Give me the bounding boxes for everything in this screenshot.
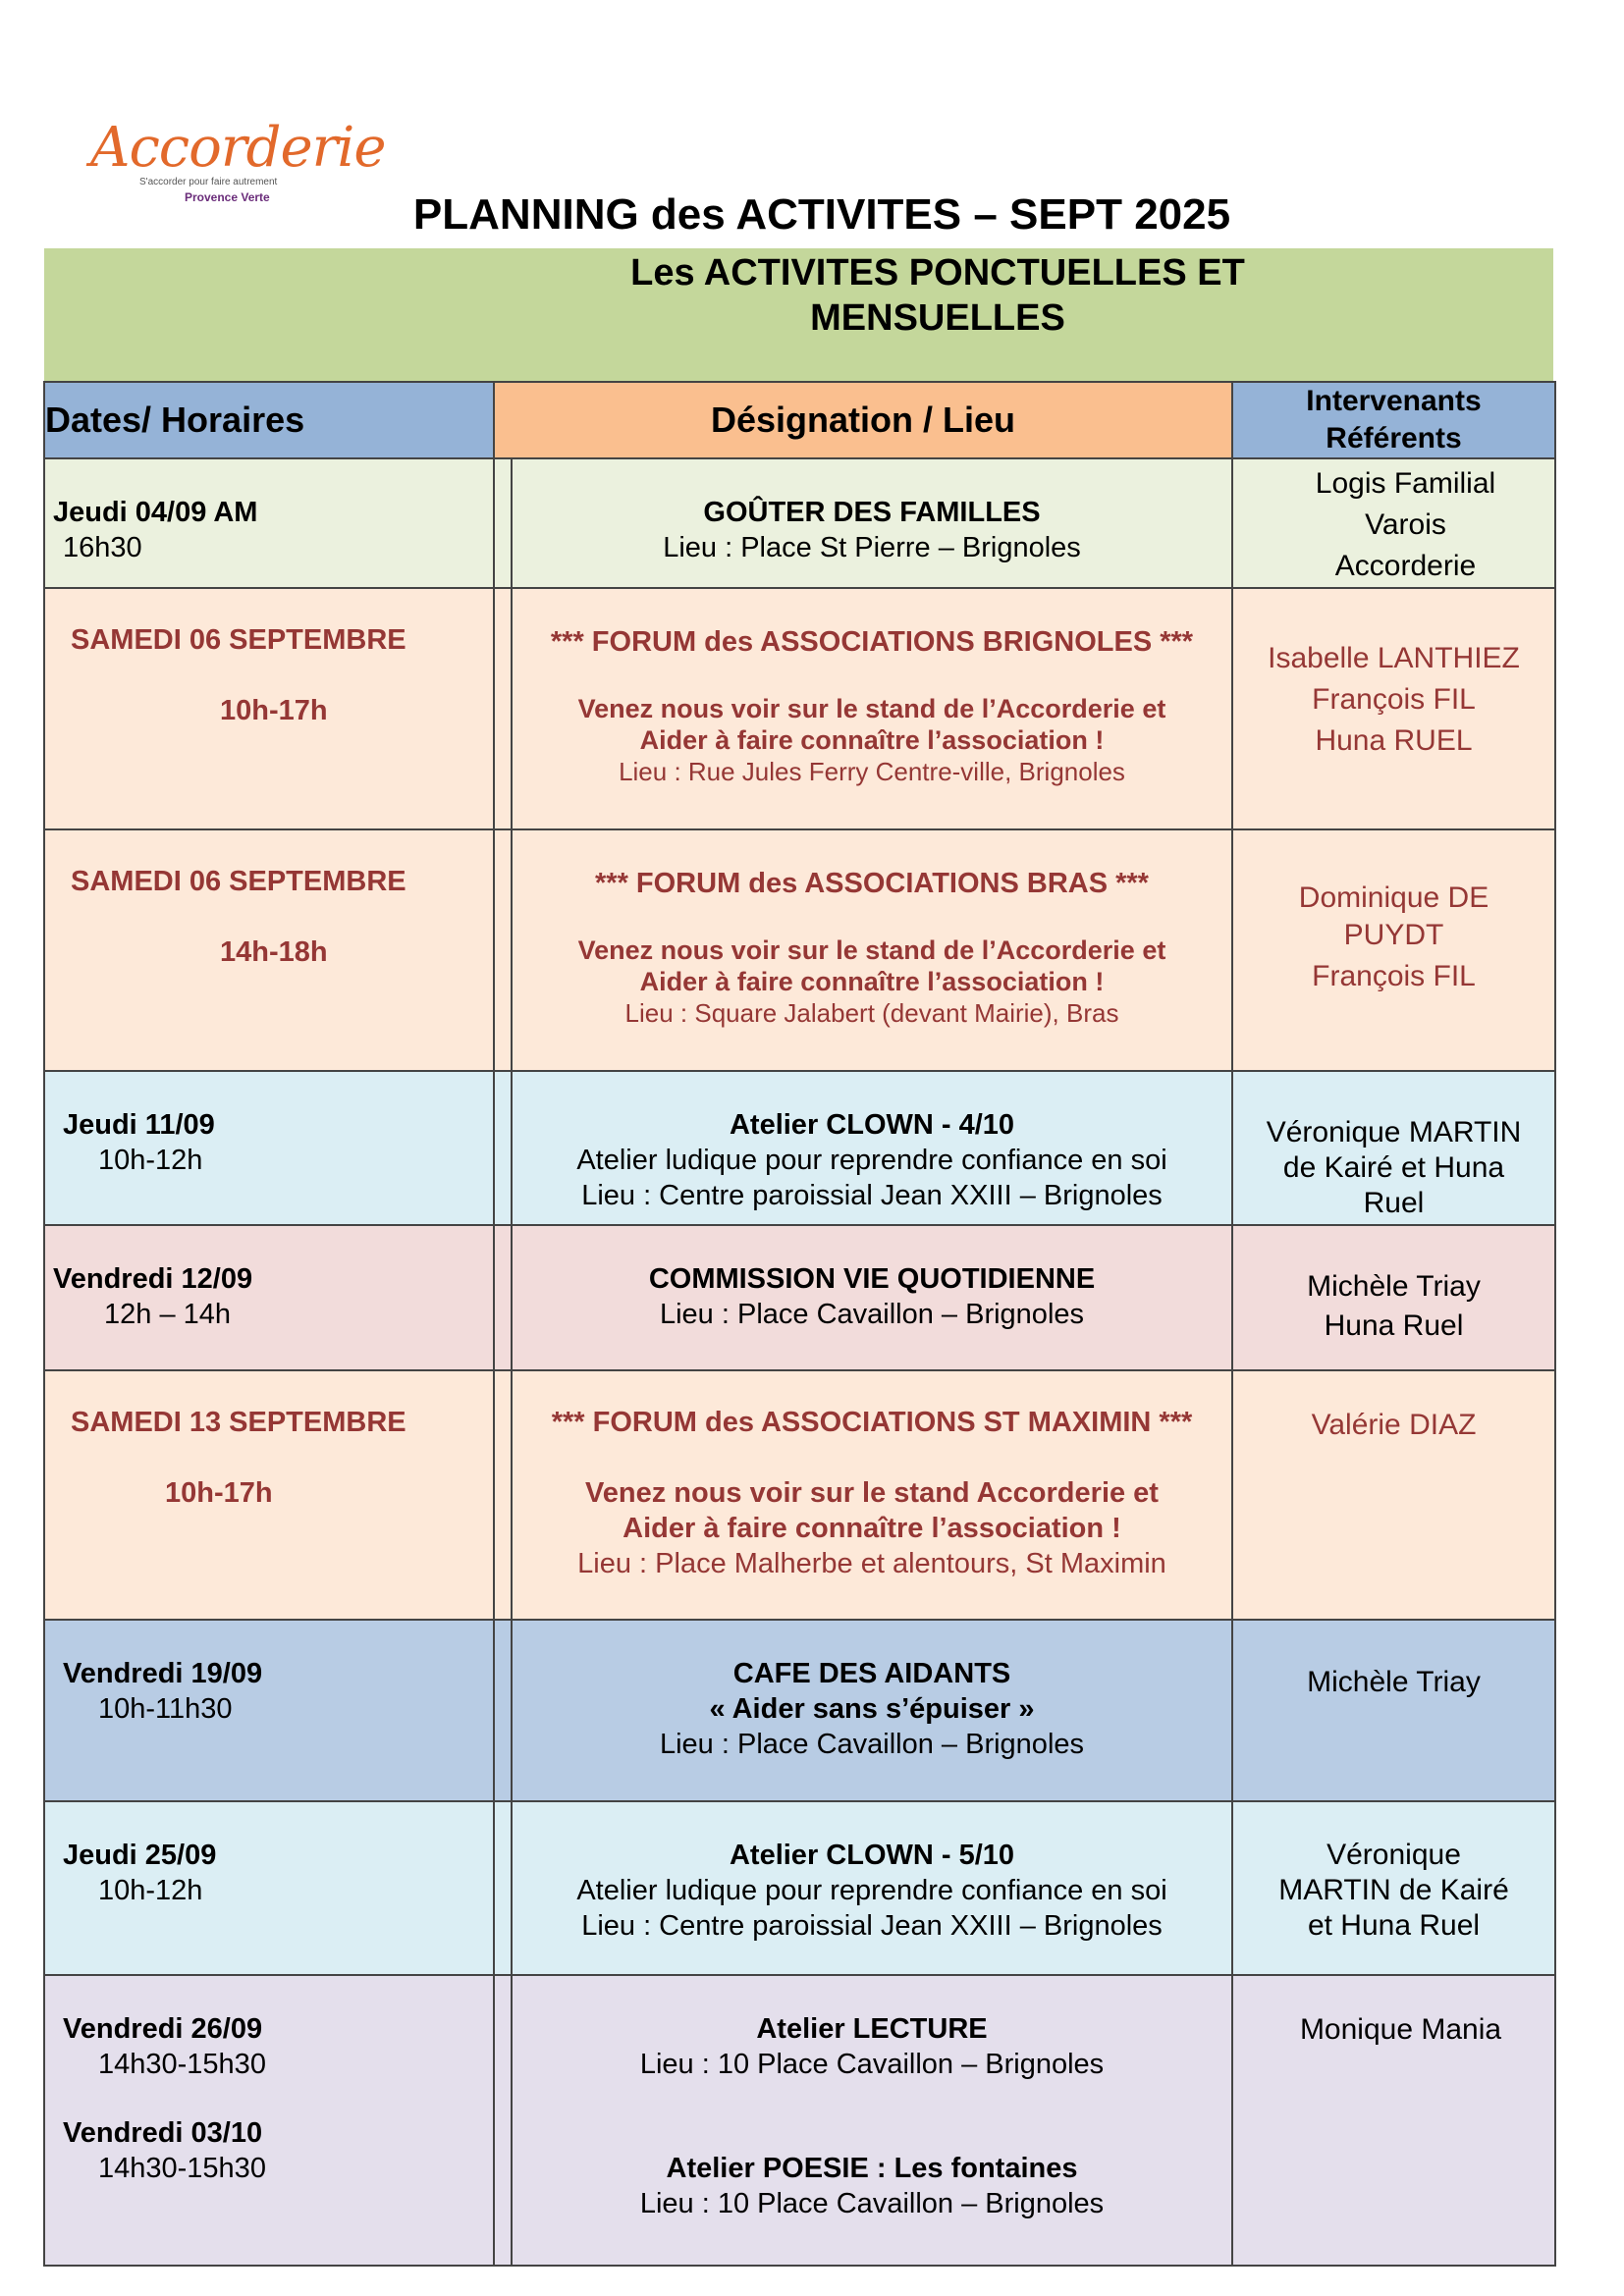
row-date-cell [44, 458, 494, 588]
table-row [44, 829, 1555, 1071]
planning-table [43, 381, 1556, 2267]
row-gap [494, 1975, 512, 2266]
row-intervenants-cell [1232, 588, 1555, 829]
row-desc: Venez nous voir sur le stand Accorderie et [585, 1477, 1159, 1509]
row-designation-cell [512, 1071, 1232, 1225]
row-intervenant: Ruel [1363, 1187, 1425, 1219]
table-row [44, 1801, 1555, 1975]
row-date-cell [44, 1225, 494, 1370]
row-title: COMMISSION VIE QUOTIDIENNE [648, 1263, 1096, 1295]
row-date-cell [44, 829, 494, 1071]
row-designation-cell [512, 1225, 1232, 1370]
row-title: CAFE DES AIDANTS [732, 1658, 1011, 1689]
header-intervenants-line-1: Intervenants [1306, 385, 1482, 417]
row-intervenants-cell [1232, 1370, 1555, 1620]
table-header-row [44, 382, 1555, 458]
row-intervenant: Valérie DIAZ [1311, 1409, 1477, 1441]
row-lieu: Lieu : Centre paroissial Jean XXIII – Brignoles [581, 1180, 1163, 1211]
row-title: *** FORUM des ASSOCIATIONS BRIGNOLES *** [550, 626, 1194, 658]
row-time: 16h30 [63, 532, 142, 563]
row-intervenant: Véronique [1326, 1839, 1461, 1871]
row-date-cell [44, 1620, 494, 1801]
row-gap [494, 1620, 512, 1801]
row-date: Jeudi 04/09 AM [53, 497, 258, 528]
row-desc: Venez nous voir sur le stand de l’Accorderie et [577, 935, 1166, 965]
row-intervenants-cell [1232, 1975, 1555, 2266]
row-desc: Aider à faire connaître l’association ! [639, 967, 1105, 996]
row-time: 12h – 14h [104, 1299, 232, 1330]
row-intervenant: Huna Ruel [1324, 1309, 1464, 1342]
row-time: 14h-18h [220, 936, 328, 968]
row-date: SAMEDI 13 SEPTEMBRE [71, 1407, 406, 1438]
row-time: 10h-12h [98, 1875, 203, 1906]
header-intervenants [1232, 382, 1555, 458]
table-row [44, 1370, 1555, 1620]
row-desc: Aider à faire connaître l’association ! [639, 725, 1105, 755]
table-row [44, 1975, 1555, 2266]
table-row [44, 458, 1555, 588]
row-gap [494, 458, 512, 588]
page-title: PLANNING des ACTIVITES – SEPT 2025 [412, 190, 1231, 239]
row-intervenant: PUYDT [1343, 919, 1444, 951]
header-intervenants-line-2: Référents [1326, 422, 1462, 454]
row-desc: Aider à faire connaître l’association ! [623, 1513, 1121, 1544]
row-time: 10h-12h [98, 1145, 203, 1176]
row-intervenant: Isabelle LANTHIEZ [1268, 642, 1520, 674]
logo-wordmark: Accorderie [90, 116, 386, 180]
logo-tagline: S'accorder pour faire autrement [139, 177, 278, 187]
row-date-cell [44, 1975, 494, 2266]
row-gap [494, 1370, 512, 1620]
banner-line-2: MENSUELLES [810, 297, 1065, 339]
row-intervenant: MARTIN de Kairé [1278, 1874, 1509, 1906]
row-gap [494, 588, 512, 829]
banner-line-1: Les ACTIVITES PONCTUELLES ET [630, 252, 1245, 294]
row-date: SAMEDI 06 SEPTEMBRE [71, 624, 406, 656]
row-title: Atelier CLOWN - 5/10 [729, 1840, 1015, 1871]
row-desc: Venez nous voir sur le stand de l’Accorderie et [577, 694, 1166, 723]
row-title: Atelier CLOWN - 4/10 [729, 1109, 1015, 1141]
row-intervenant: Accorderie [1334, 550, 1477, 582]
row-desc: Atelier ludique pour reprendre confiance en soi [576, 1145, 1167, 1176]
row-time: 10h-17h [220, 695, 328, 726]
table-row [44, 588, 1555, 829]
row-intervenant: Michèle Triay [1307, 1666, 1481, 1698]
logo-region: Provence Verte [185, 190, 270, 204]
row-lieu: Lieu : Place St Pierre – Brignoles [663, 532, 1081, 563]
row-intervenants-cell [1232, 458, 1555, 588]
row-designation-cell [512, 1801, 1232, 1975]
row-lieu: Lieu : Place Malherbe et alentours, St Maximin [577, 1548, 1166, 1579]
table-row [44, 1225, 1555, 1370]
row-intervenants-cell [1232, 1620, 1555, 1801]
row-lieu: Lieu : 10 Place Cavaillon – Brignoles [639, 2188, 1105, 2219]
section-banner [44, 248, 1553, 381]
row-lieu: Lieu : Centre paroissial Jean XXIII – Brignoles [581, 1910, 1163, 1942]
row-intervenant: Varois [1365, 508, 1446, 541]
row-designation-cell [512, 1620, 1232, 1801]
row-intervenants-cell [1232, 1071, 1555, 1225]
table-row [44, 1620, 1555, 1801]
row-intervenant: Michèle Triay [1307, 1270, 1481, 1303]
row-lieu: Lieu : Square Jalabert (devant Mairie), Bras [624, 998, 1119, 1028]
row-title: Atelier POESIE : Les fontaines [666, 2153, 1078, 2184]
row-time: 14h30-15h30 [98, 2049, 266, 2080]
row-intervenant: Véronique MARTIN [1266, 1116, 1522, 1148]
row-date-cell [44, 1370, 494, 1620]
row-date: Vendredi 26/09 [63, 2013, 263, 2045]
row-title: *** FORUM des ASSOCIATIONS ST MAXIMIN *** [551, 1407, 1193, 1438]
row-intervenant: François FIL [1312, 960, 1476, 992]
row-intervenant: François FIL [1312, 683, 1476, 716]
row-intervenant: et Huna Ruel [1307, 1909, 1481, 1942]
row-desc: Atelier ludique pour reprendre confiance en soi [576, 1875, 1167, 1906]
row-time: 10h-11h30 [98, 1693, 233, 1725]
row-date-cell [44, 1801, 494, 1975]
row-designation-cell [512, 829, 1232, 1071]
row-intervenants-cell [1232, 1225, 1555, 1370]
row-gap [494, 1801, 512, 1975]
row-lieu: Lieu : Place Cavaillon – Brignoles [659, 1299, 1085, 1330]
row-lieu: Lieu : 10 Place Cavaillon – Brignoles [639, 2049, 1105, 2080]
row-intervenant: Logis Familial [1315, 467, 1496, 500]
row-gap [494, 1225, 512, 1370]
row-lieu: Lieu : Place Cavaillon – Brignoles [659, 1729, 1085, 1760]
row-lieu: Lieu : Rue Jules Ferry Centre-ville, Brignoles [619, 757, 1125, 786]
row-date: SAMEDI 06 SEPTEMBRE [71, 866, 406, 897]
row-date: Jeudi 11/09 [63, 1109, 215, 1141]
row-date: Jeudi 25/09 [63, 1840, 217, 1871]
table-row [44, 1071, 1555, 1225]
row-date: Vendredi 12/09 [53, 1263, 253, 1295]
header-designation: Désignation / Lieu [494, 382, 1232, 458]
row-gap [494, 829, 512, 1071]
row-intervenants-cell [1232, 1801, 1555, 1975]
row-date-cell [44, 588, 494, 829]
row-time: 14h30-15h30 [98, 2153, 266, 2184]
row-gap [494, 1071, 512, 1225]
row-intervenants-cell [1232, 829, 1555, 1071]
row-designation-cell [512, 458, 1232, 588]
row-intervenant: Monique Mania [1299, 2013, 1502, 2046]
row-desc: « Aider sans s’épuiser » [709, 1693, 1035, 1725]
row-designation-cell [512, 1370, 1232, 1620]
row-intervenant: Huna RUEL [1315, 724, 1473, 757]
row-date-cell [44, 1071, 494, 1225]
row-designation-cell [512, 588, 1232, 829]
row-date: Vendredi 03/10 [63, 2117, 263, 2149]
row-date: Vendredi 19/09 [63, 1658, 263, 1689]
row-time: 10h-17h [165, 1477, 273, 1509]
row-intervenant: Dominique DE [1298, 881, 1489, 914]
row-title: Atelier LECTURE [756, 2013, 988, 2045]
row-intervenant: de Kairé et Huna [1282, 1151, 1505, 1184]
row-designation-cell [512, 1975, 1232, 2266]
row-title: GOÛTER DES FAMILLES [703, 497, 1041, 528]
row-title: *** FORUM des ASSOCIATIONS BRAS *** [595, 868, 1149, 899]
banner-title [565, 250, 1311, 341]
header-dates: Dates/ Horaires [44, 382, 494, 458]
